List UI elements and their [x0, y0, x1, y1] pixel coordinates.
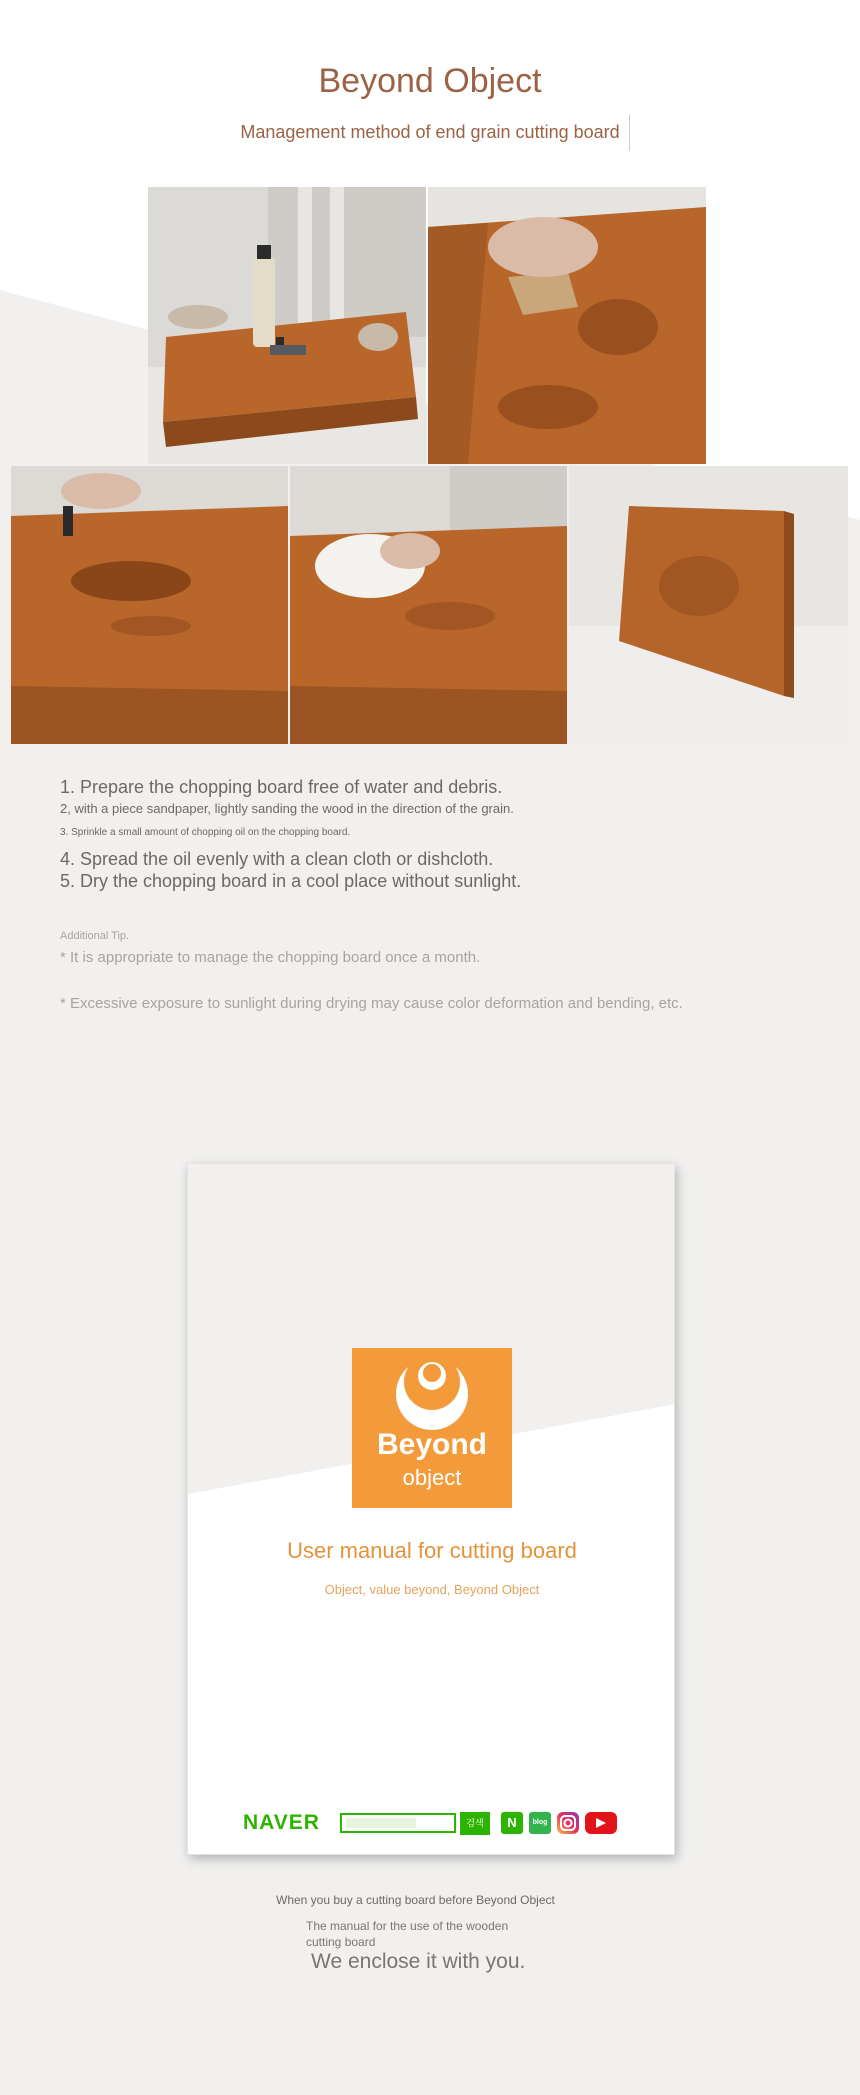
blog-icon: blog: [529, 1812, 551, 1834]
cover-background: [188, 1164, 675, 1855]
tip-item: * It is appropriate to manage the chopping board once a month.: [60, 949, 481, 966]
photo-drying-board: [569, 466, 848, 744]
photo-wiping-cloth: [290, 466, 567, 744]
footer-line-3: We enclose it with you.: [311, 1950, 526, 1973]
logo-text-object: object: [402, 1465, 462, 1490]
additional-tips: [60, 930, 683, 1014]
youtube-icon: [585, 1812, 617, 1834]
photo-sanding-board: [428, 187, 706, 464]
footer-line-2: The manual for the use of the wooden cutting board: [306, 1919, 509, 1949]
manual-subtitle: Object, value beyond, Beyond Object: [324, 1582, 540, 1597]
page-title: Beyond Object: [318, 62, 542, 100]
naver-search-input: [346, 1818, 416, 1828]
step-2: 2, with a piece sandpaper, lightly sanding the wood in the direction of the grain.: [60, 801, 514, 816]
photo-oil-bottle-board: [148, 187, 426, 464]
tip-item: * Excessive exposure to sunlight during drying may cause color deformation and bending, etc.: [60, 995, 683, 1012]
instagram-icon: [557, 1812, 579, 1834]
social-bar: [243, 1811, 623, 1837]
instruction-steps: [60, 776, 521, 892]
step-1: 1. Prepare the chopping board free of water and debris.: [60, 777, 503, 797]
naver-logo: NAVER: [243, 1811, 320, 1834]
page-subtitle: Management method of end grain cutting board: [240, 122, 620, 142]
naver-search-box: [340, 1813, 456, 1833]
manual-title: User manual for cutting board: [287, 1538, 577, 1563]
beyond-logo: [352, 1348, 512, 1508]
naver-search-button: 검색: [460, 1812, 490, 1835]
manual-cover: [187, 1163, 675, 1855]
step-4: 4. Spread the oil evenly with a clean cloth or dishcloth.: [60, 849, 494, 869]
photo-dropping-oil: [11, 466, 288, 744]
footer-line-1: When you buy a cutting board before Beyond Object: [276, 1893, 555, 1907]
step-3: 3. Sprinkle a small amount of chopping oil on the chopping board.: [60, 827, 351, 838]
logo-text-beyond: Beyond: [376, 1428, 487, 1461]
divider: [629, 115, 630, 151]
tips-heading: Additional Tip.: [60, 930, 130, 942]
step-5: 5. Dry the chopping board in a cool place without sunlight.: [60, 871, 522, 891]
naver-n-icon: N: [501, 1812, 523, 1834]
